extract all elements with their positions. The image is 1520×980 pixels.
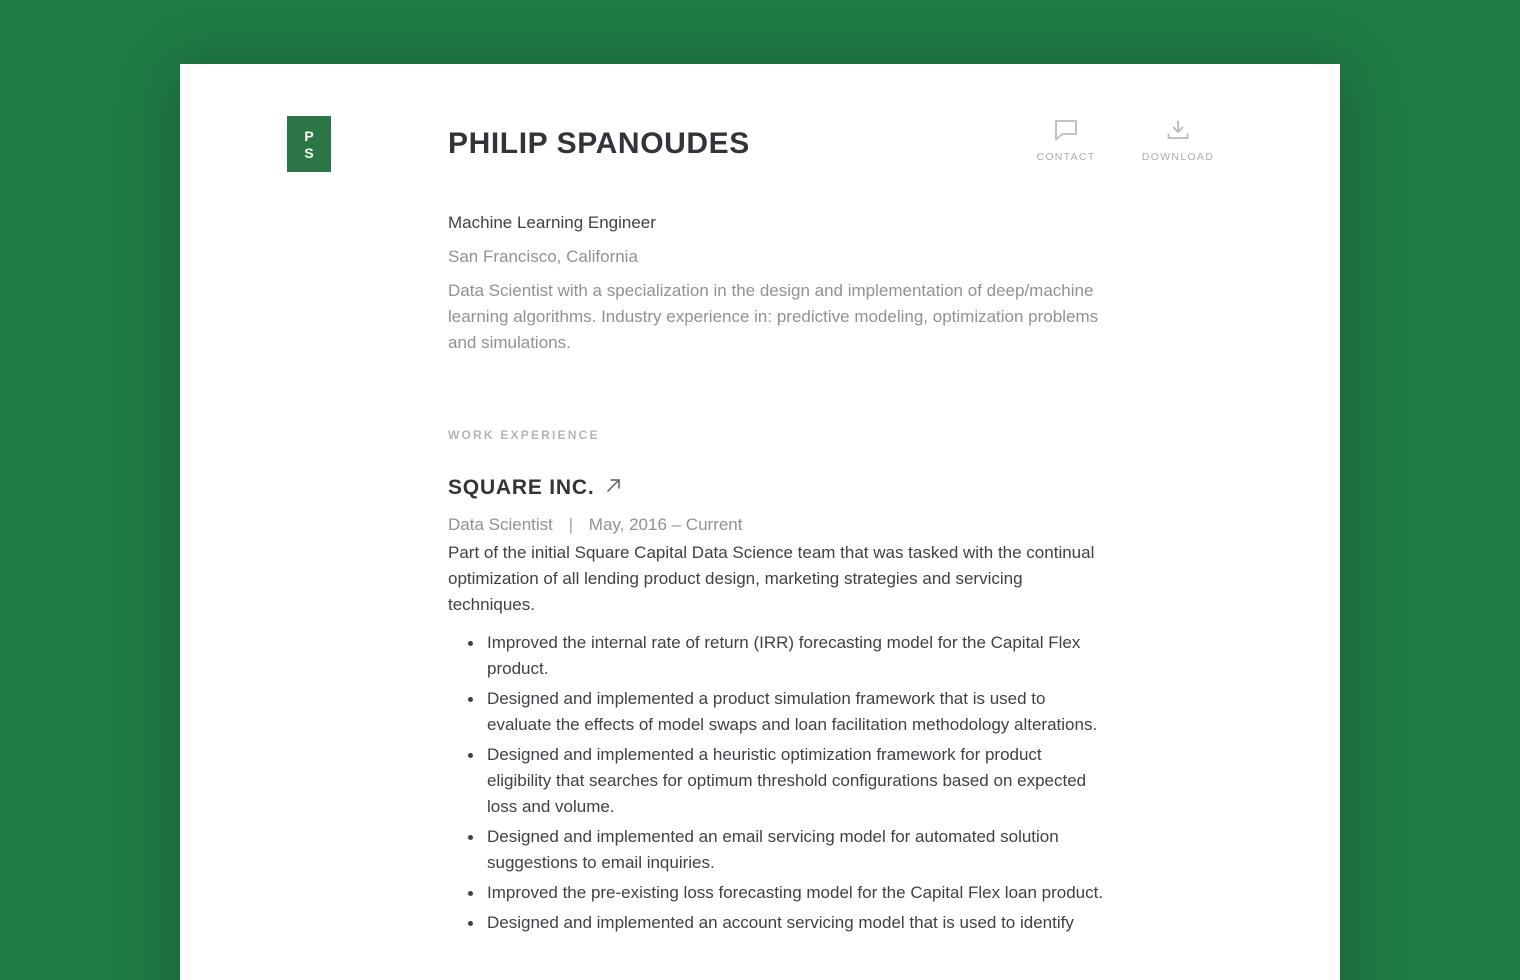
external-link-icon xyxy=(606,478,621,498)
experience-entry xyxy=(448,476,1108,936)
bullet-item: Improved the internal rate of return (IRR) forecasting model for the Capital Flex product. xyxy=(448,630,1108,682)
dates: May, 2016 – Current xyxy=(588,515,743,534)
download-icon xyxy=(1166,118,1190,142)
entry-description: Part of the initial Square Capital Data Science team that was tasked with the continual optimization of all lending product design, marketing strategies and servicing techniques. xyxy=(448,543,1095,614)
bullet-item: Designed and implemented an email servicing model for automated solution suggestions to email inquiries. xyxy=(448,824,1108,876)
avatar xyxy=(287,116,331,172)
role: Data Scientist xyxy=(448,515,553,534)
contact-button[interactable] xyxy=(1026,118,1106,163)
job-title: Machine Learning Engineer xyxy=(448,213,656,232)
resume-card xyxy=(180,64,1340,980)
page-title: PHILIP SPANOUDES xyxy=(448,127,750,160)
page-background xyxy=(0,64,1520,980)
company-link[interactable] xyxy=(448,476,1108,500)
summary: Data Scientist with a specialization in the design and implementation of deep/machine learning algorithms. Industry experience in: predictive modeling, optimization problems and simulations. xyxy=(448,281,1099,352)
avatar-initial-1: P xyxy=(304,127,314,144)
resume-content xyxy=(448,210,1108,940)
bullet-item: Designed and implemented a product simulation framework that is used to evaluate the effects of model swaps and loan facilitation methodology alterations. xyxy=(448,686,1108,738)
contact-label: CONTACT xyxy=(1036,151,1096,163)
download-label: DOWNLOAD xyxy=(1141,151,1215,163)
speech-bubble-icon xyxy=(1054,118,1078,142)
work-experience-section-label: WORK EXPERIENCE xyxy=(448,428,600,442)
download-button[interactable] xyxy=(1138,118,1218,163)
bullet-item: Improved the pre-existing loss forecasting model for the Capital Flex loan product. xyxy=(448,880,1108,906)
location: San Francisco, California xyxy=(448,247,638,266)
avatar-initial-2: S xyxy=(304,144,314,161)
entry-bullet-list xyxy=(448,630,1108,936)
header-actions xyxy=(1026,118,1218,163)
bullet-item: Designed and implemented a heuristic optimization framework for product eligibility that searches for optimum threshold configurations based on expected loss and volume. xyxy=(448,742,1108,820)
meta-separator: | xyxy=(568,515,574,534)
role-and-dates xyxy=(448,512,1108,538)
company-name: SQUARE INC. xyxy=(448,476,595,499)
bullet-item: Designed and implemented an account servicing model that is used to identify xyxy=(448,910,1108,936)
